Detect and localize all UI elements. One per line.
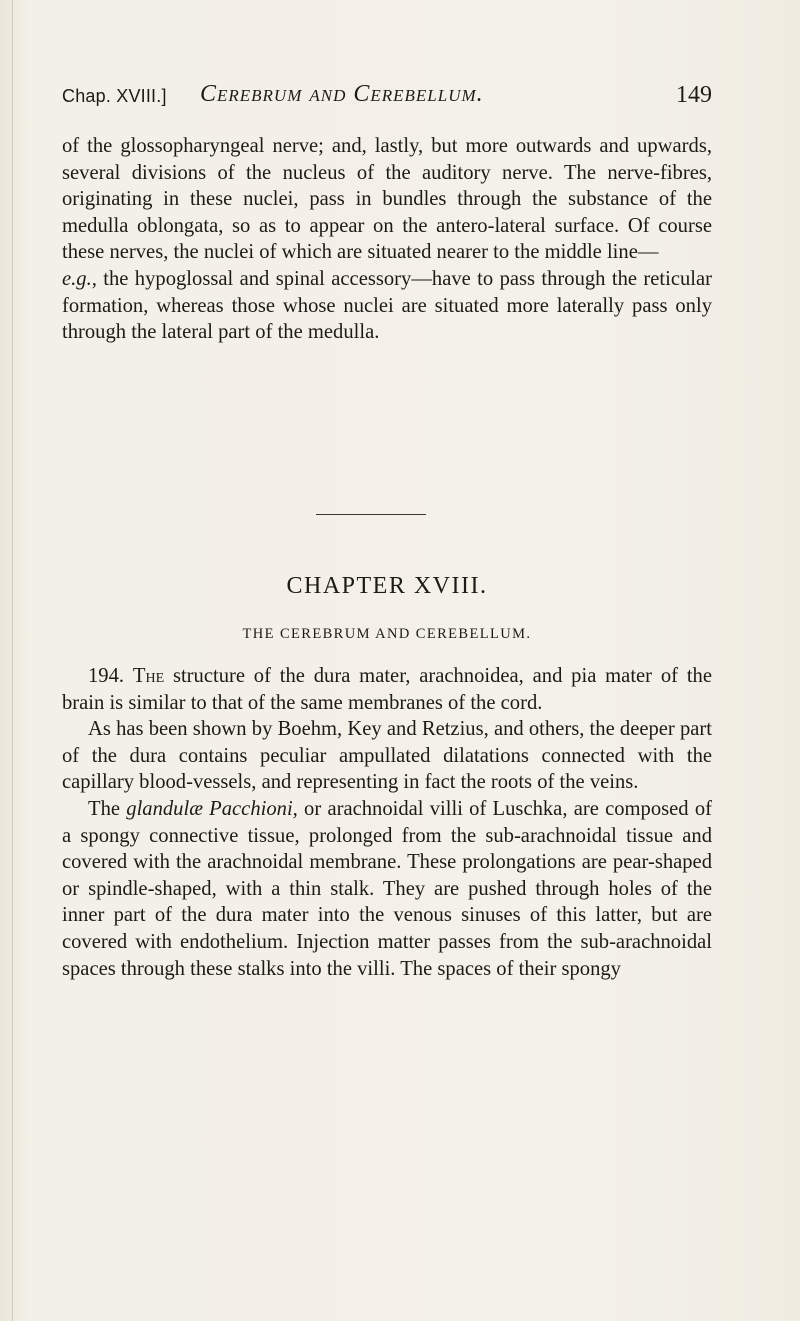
continued-text-part2: the hypoglossal and spinal accessory—have to pass through the reticular formation, whereas those whose nuclei are situated more laterally pass only through the lateral part of the medulla.: [62, 267, 712, 344]
paragraph-dura-dilatations: As has been shown by Boehm, Key and Retzius, and others, the deeper part of the dura contains peculiar ampullated dilatations connected with the capillary blood-vessels, and representing in fact the roots of the veins.: [62, 718, 712, 794]
running-head: [62, 78, 712, 114]
section-divider: [316, 514, 426, 515]
glandulae-pacchioni-term: glandulæ Pacchioni,: [126, 797, 298, 820]
paragraph-arachnoidal-villi: [62, 796, 712, 982]
paragraph-3-post: or arachnoidal villi of Luschka, are composed of a spongy connective tissue, prolonged from the sub-arachnoidal tissue and covered with the arachnoidal membrane. These prolongations are pear-shaped or spindle-shaped, with a thin stalk. They are pushed through holes of the inner part of the dura mater into the venous sinuses of this latter, but are covered with endothelium. Injection matter passes from the sub-arachnoidal spaces through these stalks into the villi. The spaces of their spongy: [62, 797, 712, 980]
continued-text-eg: e.g.,: [62, 267, 97, 290]
continued-paragraph-text: [62, 133, 712, 346]
paragraph-3-pre: The: [88, 797, 127, 820]
continued-text-part1: of the glossopharyngeal nerve; and, lastly, but more outwards and upwards, several divisions of the nucleus of the auditory nerve. The nerve-fibres, originating in these nuclei, pass in bundles through the substance of the medulla oblongata, so as to appear on the antero-lateral surface. Of course these nerves, the nuclei of which are situated nearer to the middle line—: [62, 135, 712, 264]
paragraph-194: [62, 663, 712, 716]
section-lead-word: The: [132, 665, 165, 687]
section-194-text: structure of the dura mater, arachnoidea, and pia mater of the brain is similar to that of the same membranes of the cord.: [62, 665, 712, 714]
continued-paragraph: [62, 133, 712, 346]
chapter-subtitle: THE CEREBRUM AND CEREBELLUM.: [242, 626, 532, 642]
chapter-body: [62, 663, 712, 982]
running-head-chapter: Chap. XVIII.]: [62, 86, 167, 106]
page-edge-line: [12, 0, 13, 1321]
chapter-heading: CHAPTER XVIII.: [286, 573, 488, 599]
running-head-title: Cerebrum and Cerebellum.: [200, 81, 484, 107]
section-number: 194.: [88, 665, 125, 687]
page-number: 149: [676, 82, 712, 108]
